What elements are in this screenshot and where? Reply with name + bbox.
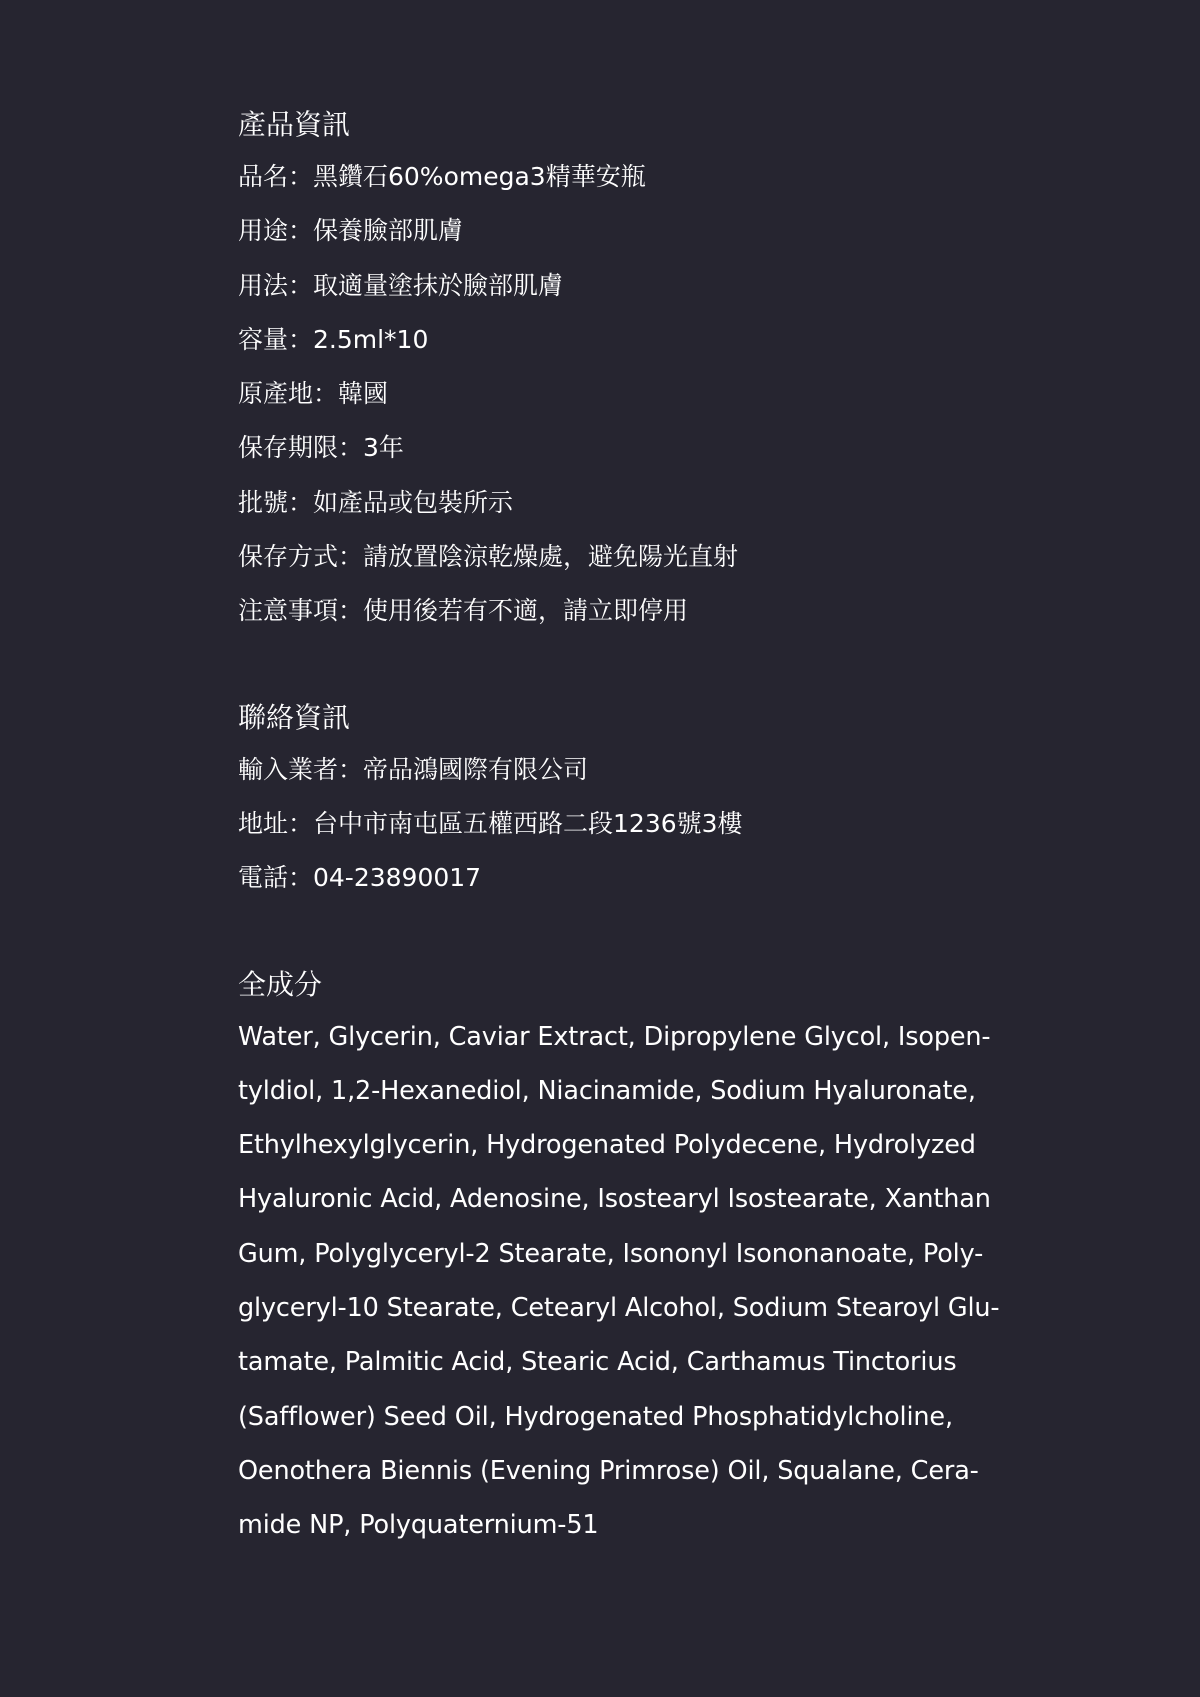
ingredients-line: Gum, Polyglyceryl-2 Stearate, Isononyl Isononanoate, Poly- [238, 1238, 984, 1269]
phone-line: 電話：04-23890017 [238, 863, 482, 893]
ingredients-line: Ethylhexylglycerin, Hydrogenated Polydecene, Hydrolyzed [238, 1130, 976, 1161]
product-info-section [238, 100, 990, 639]
ingredients-line: Oenothera Biennis (Evening Primrose) Oil, Squalane, Cera- [238, 1455, 979, 1486]
ingredients-list [238, 1010, 1000, 1553]
product-usage-line: 用途：保養臉部肌膚 [238, 216, 464, 246]
product-batch-line: 批號：如產品或包裝所示 [238, 487, 514, 517]
ingredients-line: Water, Glycerin, Caviar Extract, Dipropylene Glycol, Isopen- [238, 1021, 991, 1052]
address-line: 地址：台中市南屯區五權西路二段1236號3樓 [238, 808, 743, 838]
product-volume-line: 容量：2.5ml*10 [238, 324, 429, 354]
product-spec-sheet [238, 100, 1000, 1553]
ingredients-line: tamate, Palmitic Acid, Stearic Acid, Carthamus Tinctorius [238, 1347, 957, 1378]
ingredients-line: tyldiol, 1,2-Hexanediol, Niacinamide, Sodium Hyaluronate, [238, 1075, 976, 1106]
product-caution-line: 注意事項：使用後若有不適，請立即停用 [238, 596, 689, 626]
product-name-line: 品名：黑鑽石60%omega3精華安瓶 [238, 162, 646, 191]
ingredients-line: (Safflower) Seed Oil, Hydrogenated Phosphatidylcholine, [238, 1401, 953, 1432]
product-storage-line: 保存方式：請放置陰涼乾燥處，避免陽光直射 [238, 542, 739, 572]
product-origin-line: 原產地：韓國 [238, 379, 389, 409]
ingredients-line: Hyaluronic Acid, Adenosine, Isostearyl Isostearate, Xanthan [238, 1184, 991, 1215]
product-shelf-life-line: 保存期限：3年 [238, 433, 404, 463]
contact-info-title: 聯絡資訊 [238, 700, 351, 734]
ingredients-line: mide NP, Polyquaternium-51 [238, 1510, 599, 1541]
ingredients-line: glyceryl-10 Stearate, Cetearyl Alcohol, Sodium Stearoyl Glu- [238, 1293, 1000, 1324]
product-directions-line: 用法：取適量塗抹於臉部肌膚 [238, 270, 564, 300]
product-info-title: 產品資訊 [238, 108, 351, 141]
importer-line: 輸入業者：帝品鴻國際有限公司 [238, 754, 589, 784]
contact-info-section [238, 693, 990, 906]
ingredients-section [238, 960, 1000, 1553]
ingredients-title: 全成分 [238, 967, 323, 1001]
